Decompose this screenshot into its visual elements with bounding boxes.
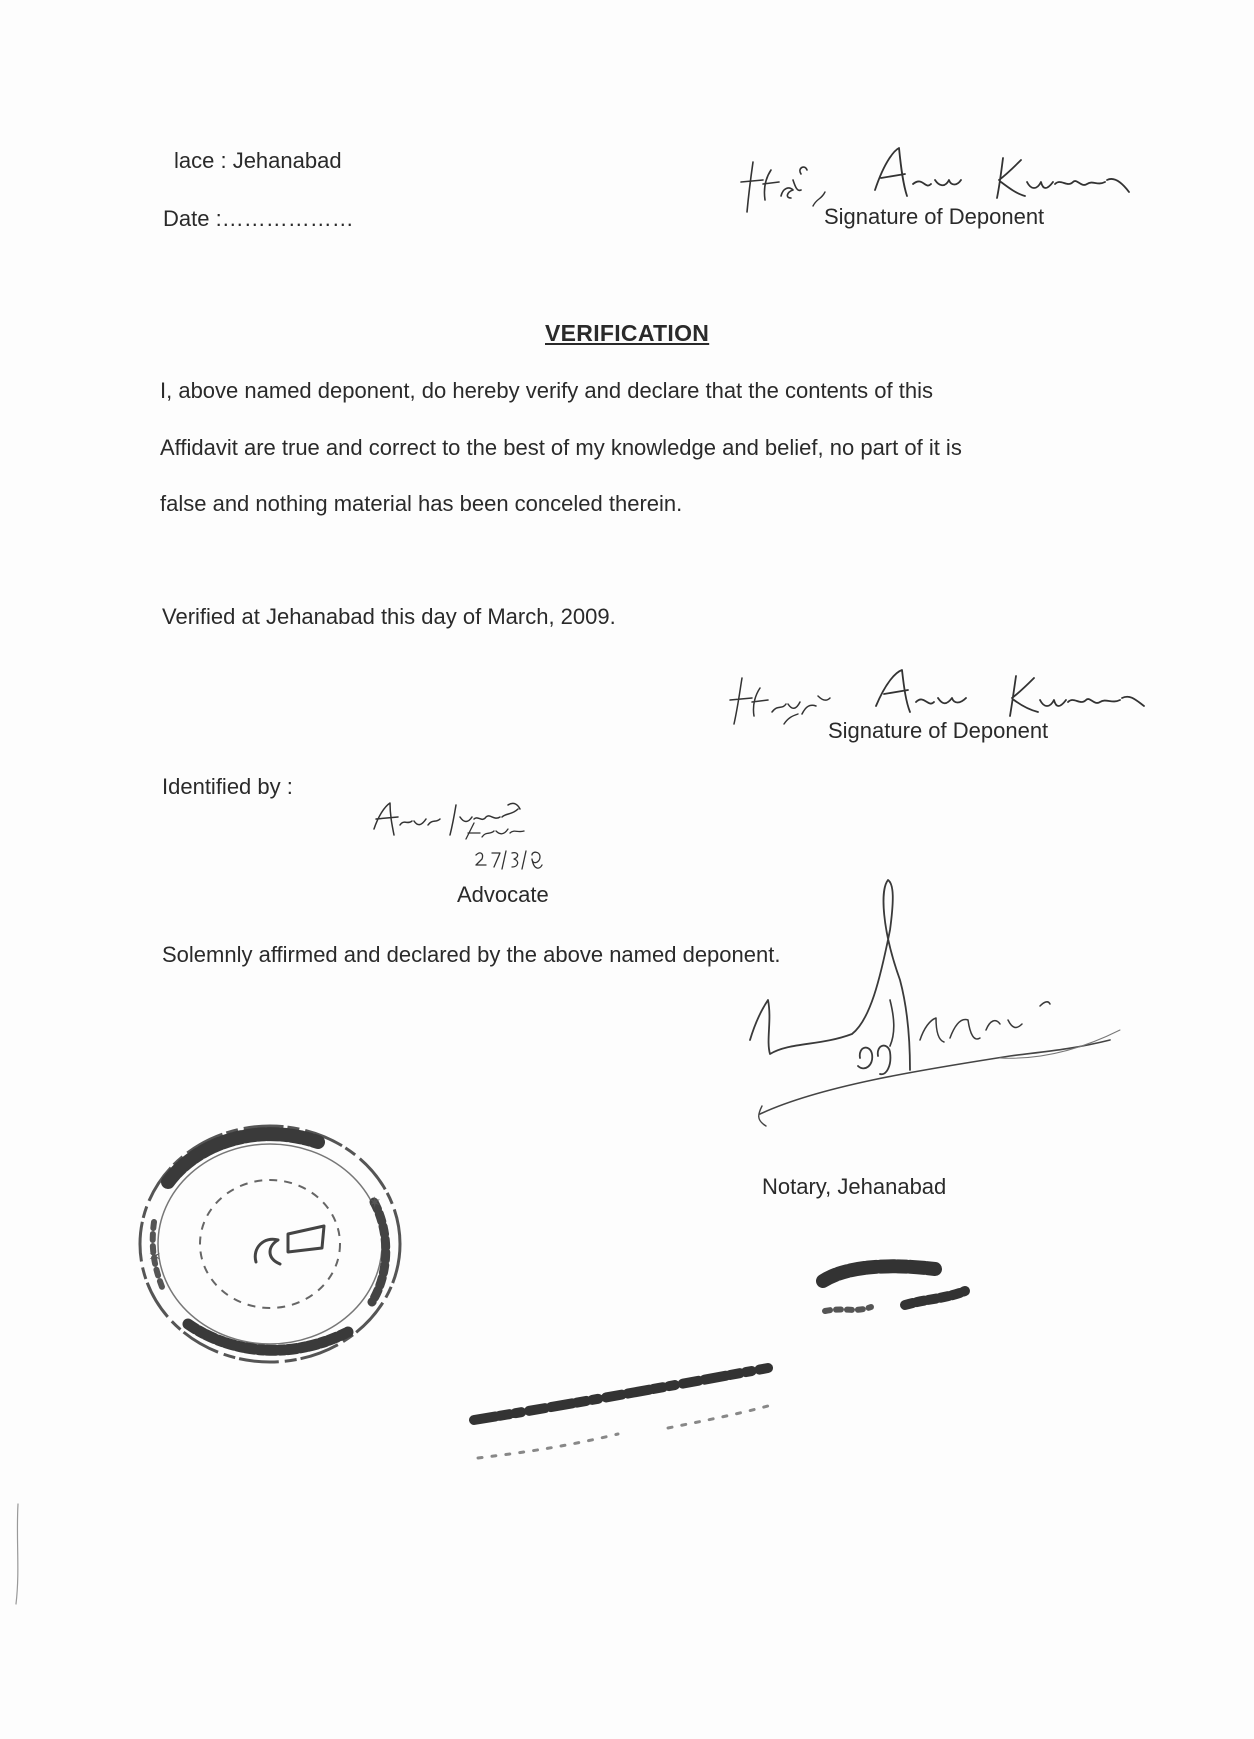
notary-signature (740, 870, 1140, 1150)
verification-title: VERIFICATION (545, 320, 710, 346)
affirmation-line: Solemnly affirmed and declared by the above named deponent. (162, 942, 781, 967)
signature-caption-1: Signature of Deponent (824, 204, 1045, 229)
advocate-signature (368, 795, 588, 875)
svg-text:✶: ✶ (368, 1193, 382, 1212)
verification-line-2: Affidavit are true and correct to the best of my knowledge and belief, no part of it is (160, 435, 962, 460)
identified-by-label: Identified by : (162, 774, 293, 799)
verification-line-3: false and nothing material has been conceled therein. (160, 491, 683, 516)
verification-line-1: I, above named deponent, do hereby verify and declare that the contents of this (160, 378, 933, 403)
verified-at-line: Verified at Jehanabad this day of March, 2009. (162, 604, 616, 629)
registration-stamp (815, 1255, 975, 1335)
place-line: lace : Jehanabad (174, 148, 342, 173)
scan-edge-mark (8, 1500, 28, 1610)
signature-caption-2: Signature of Deponent (828, 718, 1049, 743)
affidavit-stamp-line (468, 1362, 798, 1472)
notary-label: Notary, Jehanabad (762, 1174, 947, 1199)
date-line: Date :……………… (163, 206, 354, 231)
svg-text:✶: ✶ (148, 1247, 162, 1266)
notary-seal-stamp (128, 1112, 418, 1382)
advocate-label: Advocate (457, 882, 549, 907)
